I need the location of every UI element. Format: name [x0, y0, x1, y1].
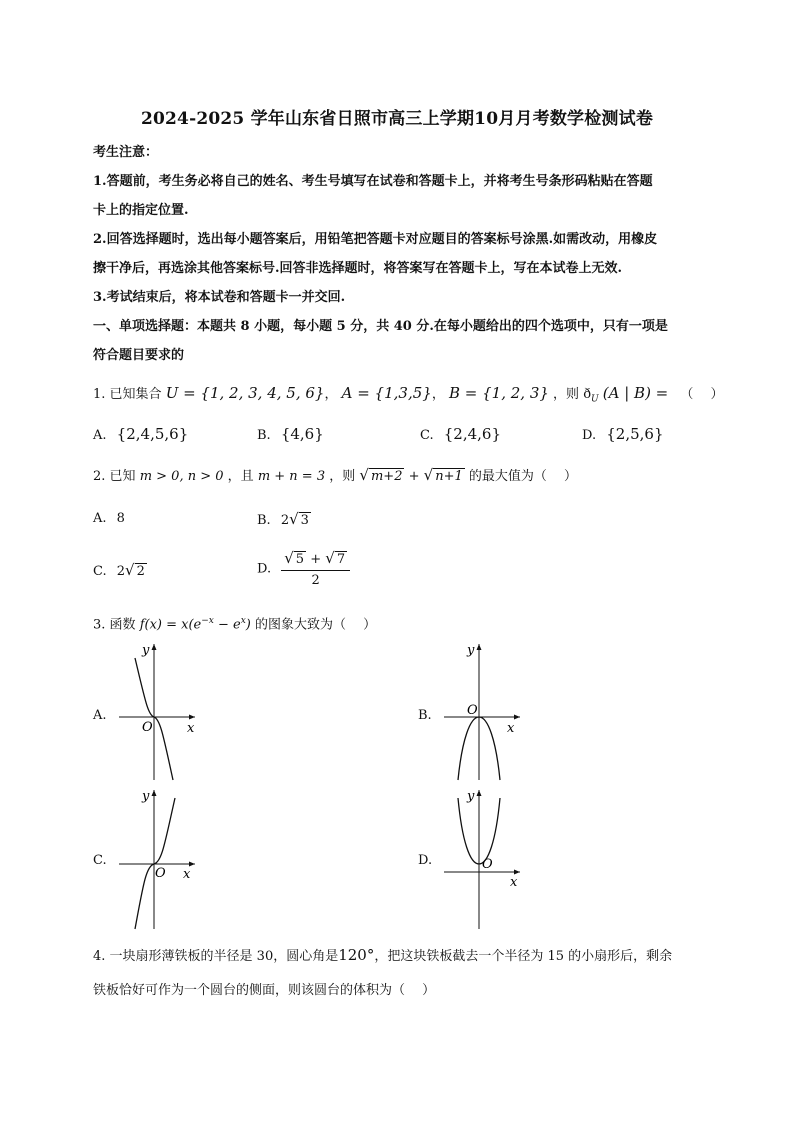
q2-sum: m + n = 3 [257, 469, 326, 484]
q1-complement-sub: U [591, 394, 599, 405]
section-heading-a: 一、单项选择题：本题共 8 小题，每小题 5 分，共 40 分.在每小题给出的四个选项中，只有一项是 [93, 319, 668, 334]
q4-angle: 120° [338, 946, 375, 964]
q3-option-a-label: A. [93, 708, 107, 723]
q2-option-c-coef: 2 [116, 564, 126, 579]
q3-graph-b [440, 640, 525, 782]
q3-option-b-label: B. [418, 708, 432, 723]
x-axis-label: x [510, 875, 518, 890]
page-title: 2024-2025 学年山东省日照市高三上学期10月月考数学检测试卷 [140, 109, 654, 129]
q1-set-u: U = {1, 2, 3, 4, 5, 6} [165, 384, 325, 402]
q1-option-c [420, 424, 501, 446]
x-axis-label: x [187, 721, 195, 736]
y-axis-label: y [467, 643, 475, 658]
q2-option-d-fraction [281, 548, 350, 591]
q1-then: ，则 [553, 387, 580, 402]
question-4 [93, 945, 713, 967]
q1-prefix: 1. 已知集合 [93, 387, 162, 402]
q1-option-a-value: {2,4,5,6} [116, 425, 189, 443]
q2-option-c-label: C. [93, 564, 107, 579]
x-axis-arrow [514, 715, 520, 720]
q1-expression: (A | B) = [602, 384, 669, 402]
q1-answer-paren: （ ） [680, 387, 724, 402]
x-axis-arrow [514, 870, 520, 875]
q3-exponent-2: x [240, 616, 246, 626]
q2-condition: m > 0, n > 0 [139, 469, 224, 484]
q4-text-b: ，把这块铁板截去一个半径为 15 的小扇形后，剩余 [374, 949, 673, 964]
radical-sign: √ [125, 561, 135, 579]
y-axis-label: y [467, 789, 475, 804]
q2-option-b-label: B. [257, 513, 271, 528]
q2-then: ，则 [329, 469, 356, 484]
question-1: 1. 已知集合 U = {1, 2, 3, 4, 5, 6}， A = {1,3,5}， B = {1, 2, 3} ，则 $ð_U$ (A | B) = （ ） [93, 384, 724, 405]
q3-graph-d [440, 786, 525, 931]
q3-function: f(x) = x(e [139, 617, 202, 633]
q1-complement-symbol: ð [583, 387, 592, 402]
y-axis-label: y [142, 643, 150, 658]
q2-option-d-radicand-2: 7 [336, 552, 346, 567]
q4-text-a: 4. 一块扇形薄铁板的半径是 30，圆心角是 [93, 949, 339, 964]
q2-option-a-value: 8 [116, 511, 125, 526]
notice-item-3: 3.考试结束后，将本试卷和答题卡一并交回. [93, 290, 346, 305]
x-axis-label: x [507, 721, 515, 736]
q2-option-d-radicand-1: 5 [295, 552, 305, 567]
q2-option-c [93, 560, 147, 582]
q1-option-b-value: {4,6} [280, 425, 324, 443]
notice-item-2a: 2.回答选择题时，选出每小题答案后，用铅笔把答题卡对应题目的答案标号涂黑.如需改动，用橡皮 [93, 232, 658, 247]
notice-item-2b: 擦干净后，再选涂其他答案标号.回答非选择题时，将答案写在答题卡上，写在本试卷上无效. [93, 261, 623, 276]
q3-close: ) [245, 617, 251, 633]
q3-graph-a [115, 640, 200, 782]
y-axis-arrow [477, 790, 482, 796]
origin-label: O [467, 703, 478, 718]
question-3 [93, 611, 713, 635]
q1-option-d-value: {2,5,6} [606, 425, 664, 443]
y-axis-arrow [477, 644, 482, 650]
y-axis-arrow [152, 644, 157, 650]
q3-minus: − e [213, 617, 241, 633]
q2-radicand-2: n+1 [435, 469, 463, 484]
radical-sign: √ [284, 549, 294, 567]
q2-radicand-1: m+2 [370, 469, 403, 484]
q1-option-b-label: B. [257, 428, 271, 443]
question-2 [93, 465, 713, 487]
q2-mid: ，且 [227, 469, 254, 484]
q1-option-a-label: A. [93, 428, 107, 443]
q1-option-c-label: C. [420, 428, 434, 443]
q1-option-c-value: {2,4,6} [443, 425, 502, 443]
q2-tail: 的最大值为（ ） [468, 469, 578, 484]
q3-option-c-label: C. [93, 853, 107, 868]
radical-sign: √ [423, 466, 434, 484]
section-heading-b: 符合题目要求的 [93, 348, 185, 363]
radical-sign: √ [289, 510, 299, 528]
q2-option-d-denominator: 2 [311, 573, 320, 588]
q2-option-b-radicand: 3 [300, 513, 309, 528]
q2-plus: + [408, 469, 420, 484]
x-axis-arrow [189, 862, 195, 867]
q2-option-c-radicand: 2 [136, 564, 145, 579]
notice-heading: 考生注意： [93, 145, 159, 160]
question-4-line-2: 铁板恰好可作为一个圆台的侧面，则该圆台的体积为（ ） [93, 983, 436, 998]
q3-option-d-label: D. [418, 853, 433, 868]
q2-option-b [257, 509, 311, 531]
q1-option-d-label: D. [582, 428, 597, 443]
notice-item-1a: 1.答题前，考生务必将自己的姓名、考生号填写在试卷和答题卡上，并将考生号条形码粘贴在答题 [93, 174, 653, 189]
q3-prefix: 3. 函数 [93, 617, 136, 633]
origin-label: O [142, 720, 153, 735]
q3-graph-c [115, 786, 200, 931]
y-axis-label: y [142, 789, 150, 804]
q2-option-d-label: D. [257, 561, 272, 577]
q1-option-b [257, 424, 324, 446]
origin-label: O [155, 866, 166, 881]
q2-option-d-plus: + [310, 552, 322, 567]
q2-option-d [257, 548, 350, 591]
origin-label: O [482, 857, 493, 872]
q1-option-d [582, 424, 664, 446]
q2-prefix: 2. 已知 [93, 469, 136, 484]
q3-exponent-1: −x [201, 616, 214, 626]
q2-option-b-coef: 2 [280, 513, 290, 528]
radical-sign: √ [325, 549, 335, 567]
y-axis-arrow [152, 790, 157, 796]
x-axis-label: x [183, 867, 191, 882]
q1-option-a [93, 424, 188, 446]
q2-option-a-label: A. [93, 511, 107, 526]
q3-tail: 的图象大致为（ ） [255, 617, 377, 633]
q1-set-a: A = {1,3,5} [341, 384, 432, 402]
radical-sign: √ [359, 466, 369, 484]
q1-set-b: B = {1, 2, 3} [448, 384, 549, 402]
notice-item-1b: 卡上的指定位置. [93, 203, 189, 218]
x-axis-arrow [189, 715, 195, 720]
q2-option-a [93, 509, 125, 529]
